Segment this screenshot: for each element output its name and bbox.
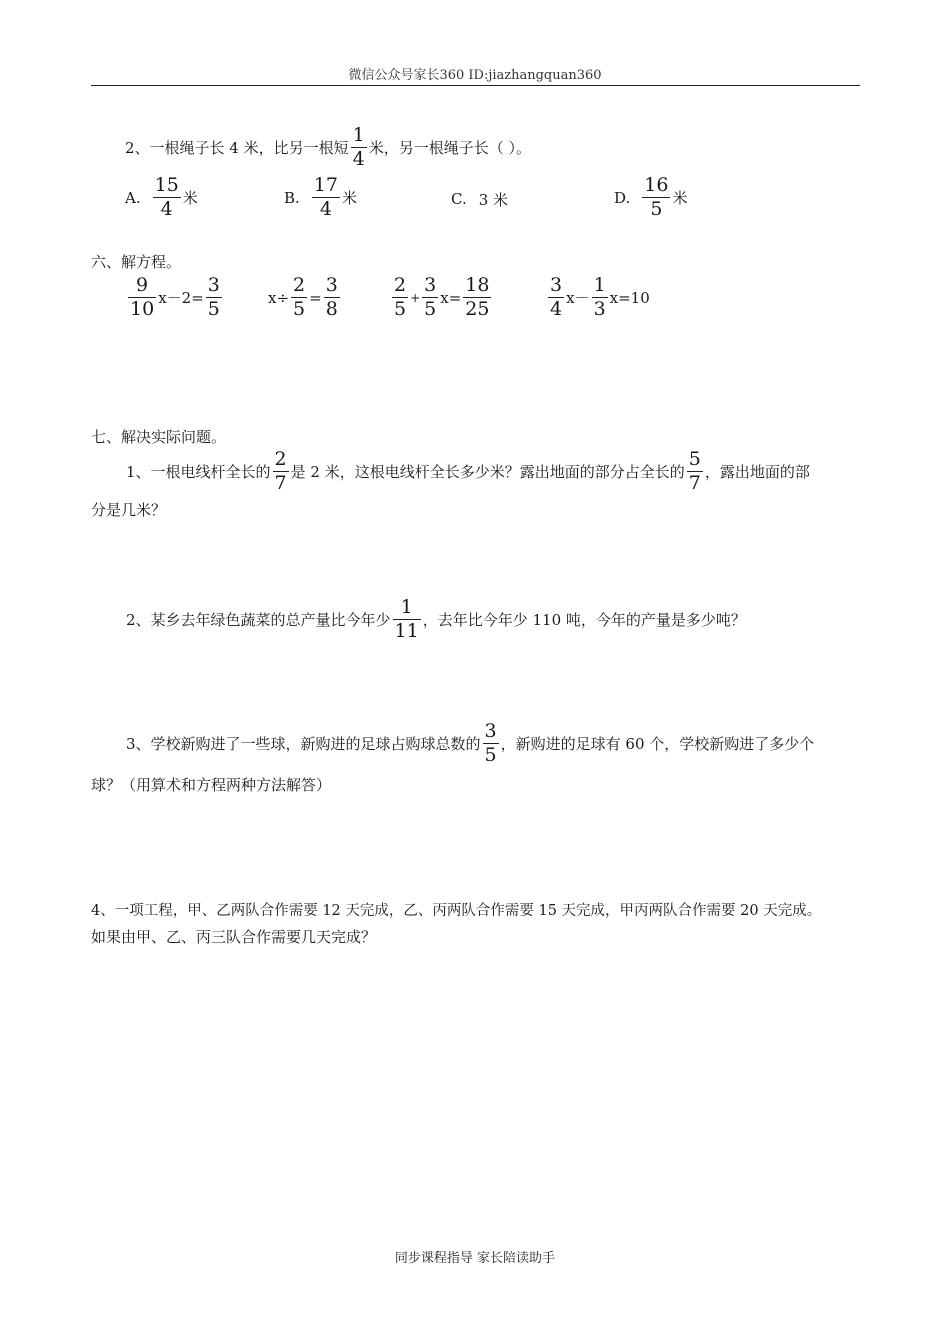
fraction-denominator: 5 <box>484 744 497 766</box>
fraction-numerator: 16 <box>644 174 669 196</box>
fraction-denominator: 10 <box>130 298 155 320</box>
problem-3-fraction <box>483 722 499 765</box>
eq2-fraction-2 <box>324 276 340 319</box>
fraction-denominator: 4 <box>550 298 563 320</box>
problem-1-text-b: 是 2 米，这根电线杆全长多少米？露出地面的部分占全长的 <box>290 463 685 481</box>
eq3-fraction-1 <box>392 276 408 319</box>
problem-3-text-b: ，新购进的足球有 60 个，学校新购进了多少个 <box>500 735 815 753</box>
eq2-prefix: x÷ <box>268 288 290 307</box>
problem-3-text-a: 3、学校新购进了一些球，新购进的足球占购球总数的 <box>126 735 481 753</box>
problem-3-line-2: 球？（用算术和方程两种方法解答） <box>91 776 332 794</box>
option-fraction <box>312 176 340 219</box>
problem-2 <box>126 598 746 641</box>
page-header: 微信公众号家长360 ID:jiazhangquan360 <box>348 68 602 83</box>
eq4-suffix: x=10 <box>609 288 650 307</box>
eq3-fraction-2 <box>422 276 438 319</box>
fraction-numerator: 5 <box>688 448 701 470</box>
fraction-numerator: 15 <box>154 174 179 196</box>
fraction-numerator: 2 <box>394 274 407 296</box>
problem-4-line-2: 如果由甲、乙、丙三队合作需要几天完成？ <box>91 928 377 946</box>
q2-text-pre: 2、一根绳子长 4 米，比另一根短 <box>125 139 349 157</box>
problem-1-fraction-1 <box>273 450 289 493</box>
header-rule <box>91 85 860 86</box>
option-unit: 米 <box>341 189 357 207</box>
problem-2-fraction <box>393 598 421 641</box>
fraction-numerator: 18 <box>465 274 490 296</box>
option-label: B. <box>284 188 300 207</box>
fraction-denominator: 5 <box>650 198 663 220</box>
fraction-numerator: 17 <box>313 174 338 196</box>
eq4-middle: x－ <box>566 289 590 307</box>
q2-option-b <box>284 176 357 219</box>
fraction-numerator: 9 <box>136 274 149 296</box>
fraction-denominator: 25 <box>465 298 490 320</box>
fraction-denominator: 5 <box>424 298 437 320</box>
q2-option-c <box>451 176 508 222</box>
option-fraction <box>153 176 181 219</box>
problem-1-line-1 <box>126 450 810 493</box>
option-label: D. <box>614 188 631 207</box>
fraction-numerator: 2 <box>293 274 306 296</box>
equation-2 <box>268 276 342 319</box>
eq2-middle: = <box>309 288 322 307</box>
fraction-denominator: 5 <box>207 298 220 320</box>
q2-text-post: 米，另一根绳子长（ ）。 <box>368 139 531 157</box>
q2-fraction <box>351 126 367 169</box>
option-fraction <box>642 176 670 219</box>
fraction-numerator: 2 <box>274 448 287 470</box>
eq3-middle: x= <box>440 288 462 307</box>
fraction-numerator: 1 <box>400 596 413 618</box>
problem-4-line-1: 4、一项工程，甲、乙两队合作需要 12 天完成，乙、丙两队合作需要 15 天完成，甲丙两队合作需要 20 天完成。 <box>91 903 822 919</box>
problem-1-text-a: 1、一根电线杆全长的 <box>126 463 271 481</box>
eq4-fraction-1 <box>548 276 564 319</box>
q2-option-a <box>125 176 198 219</box>
eq1-fraction-2 <box>206 276 222 319</box>
problem-3-line-1 <box>126 722 814 765</box>
equation-1 <box>126 276 224 319</box>
fraction-numerator: 3 <box>424 274 437 296</box>
eq1-middle: x－2= <box>158 289 204 307</box>
problem-1-fraction-2 <box>687 450 703 493</box>
fraction-denominator: 11 <box>394 620 419 642</box>
fraction-denominator: 4 <box>160 198 173 220</box>
eq3-fraction-3 <box>463 276 491 319</box>
question-2 <box>125 126 531 169</box>
section-7-title: 七、解决实际问题。 <box>91 428 227 446</box>
option-unit: 米 <box>182 189 198 207</box>
fraction-numerator: 3 <box>207 274 220 296</box>
fraction-denominator: 3 <box>593 298 606 320</box>
eq4-fraction-2 <box>592 276 608 319</box>
page-footer: 同步课程指导 家长陪读助手 <box>394 1251 556 1266</box>
fraction-numerator: 3 <box>325 274 338 296</box>
option-label: A. <box>125 188 141 207</box>
problem-1-text-c: ，露出地面的部 <box>704 463 810 481</box>
option-text: 3 米 <box>478 190 509 209</box>
fraction-denominator: 5 <box>293 298 306 320</box>
fraction-numerator: 1 <box>593 274 606 296</box>
equation-3 <box>390 276 493 319</box>
fraction-denominator: 8 <box>325 298 338 320</box>
problem-2-text-b: ，去年比今年少 110 吨，今年的产量是多少吨？ <box>422 611 746 629</box>
equation-4 <box>546 276 650 319</box>
fraction-numerator: 3 <box>484 720 497 742</box>
problem-1-line-2: 分是几米？ <box>91 501 167 519</box>
eq2-fraction-1 <box>291 276 307 319</box>
eq3-operator: + <box>410 290 421 305</box>
fraction-denominator: 5 <box>394 298 407 320</box>
fraction-denominator: 4 <box>319 198 332 220</box>
eq1-fraction-1 <box>128 276 156 319</box>
fraction-denominator: 7 <box>688 472 701 494</box>
fraction-denominator: 4 <box>352 148 365 170</box>
option-label: C. <box>451 190 467 208</box>
fraction-numerator: 3 <box>550 274 563 296</box>
option-unit: 米 <box>672 189 688 207</box>
problem-2-text-a: 2、某乡去年绿色蔬菜的总产量比今年少 <box>126 611 391 629</box>
q2-option-d <box>614 176 687 219</box>
section-6-title: 六、解方程。 <box>91 253 182 271</box>
fraction-numerator: 1 <box>352 124 365 146</box>
fraction-denominator: 7 <box>274 472 287 494</box>
